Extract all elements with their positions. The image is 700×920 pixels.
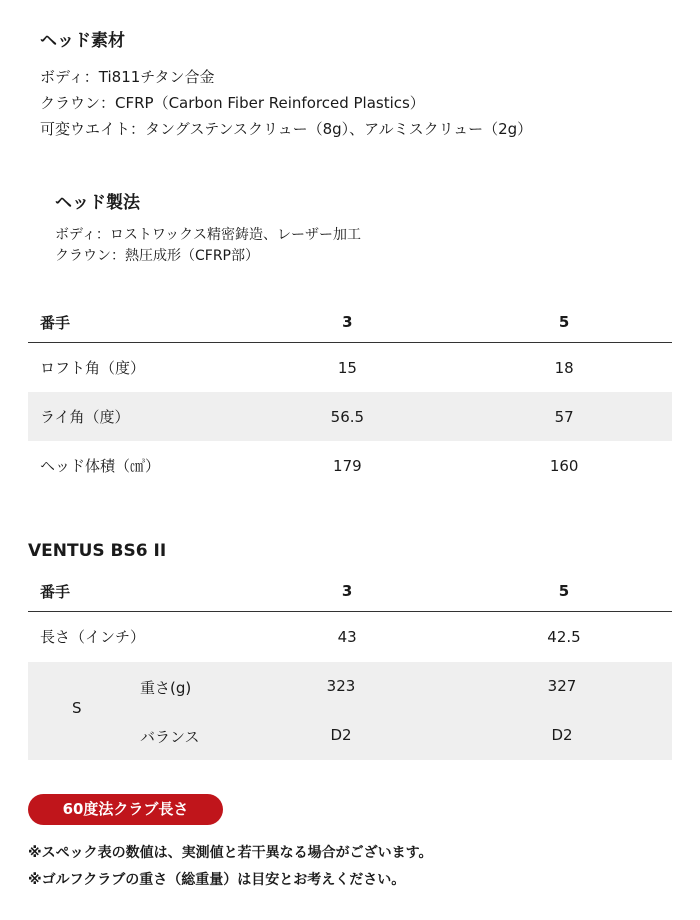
shaft-table-header bbox=[28, 571, 672, 612]
lie-3: 56.5 bbox=[238, 392, 456, 441]
shaft-table-header-label: 番手 bbox=[28, 571, 238, 612]
volume-5: 160 bbox=[549, 456, 579, 475]
length-label: 長さ（インチ） bbox=[40, 628, 146, 646]
shaft-table-header-5: 5 bbox=[456, 571, 672, 612]
head-material-body: ボディ：Ti811チタン合金 bbox=[40, 68, 215, 86]
head-material-list bbox=[40, 64, 532, 142]
head-material-weight: 可変ウエイト：タングステンスクリュー（8g）、アルミスクリュー（2g） bbox=[40, 120, 533, 138]
table-row bbox=[28, 343, 672, 393]
volume-3: 179 bbox=[333, 456, 362, 475]
head-material-title: ヘッド素材 bbox=[40, 31, 125, 51]
shaft-spec-table bbox=[28, 571, 672, 661]
loft-label: ロフト角（度） bbox=[40, 359, 146, 377]
flex-block bbox=[28, 662, 672, 760]
head-spec-table bbox=[28, 302, 672, 490]
weight-3: 323 bbox=[326, 677, 356, 695]
shaft-table-header-3: 3 bbox=[238, 571, 456, 612]
head-method-body: ボディ：ロストワックス精密鋳造、レーザー加工 bbox=[55, 227, 362, 243]
table-row bbox=[28, 441, 672, 490]
head-table-header bbox=[28, 302, 672, 343]
lie-5: 57 bbox=[456, 392, 672, 441]
loft-5: 18 bbox=[554, 358, 574, 377]
balance-5: D2 bbox=[551, 726, 573, 744]
lie-label: ライ角（度） bbox=[28, 392, 238, 441]
volume-label: ヘッド体積（㎤） bbox=[40, 457, 161, 475]
head-method-list bbox=[55, 225, 361, 267]
head-table-header-5: 5 bbox=[456, 302, 672, 343]
weight-label: 重さ(g) bbox=[140, 679, 192, 697]
note-club-weight: ※ゴルフクラブの重さ（総重量）は目安とお考えください。 bbox=[28, 872, 406, 888]
balance-label: バランス bbox=[140, 728, 200, 746]
head-method-title: ヘッド製法 bbox=[55, 193, 140, 213]
head-table-header-3: 3 bbox=[238, 302, 456, 343]
balance-3: D2 bbox=[330, 726, 352, 744]
club-length-badge: 60度法クラブ長さ bbox=[28, 794, 223, 825]
head-material-crown: クラウン：CFRP（Carbon Fiber Reinforced Plastics） bbox=[40, 94, 425, 112]
weight-5: 327 bbox=[547, 677, 577, 695]
loft-3: 15 bbox=[337, 358, 357, 377]
length-3: 43 bbox=[337, 627, 357, 646]
head-method-crown: クラウン：熱圧成形（CFRP部） bbox=[55, 248, 259, 264]
flex-label: S bbox=[72, 699, 82, 717]
length-5: 42.5 bbox=[547, 627, 581, 646]
shaft-title: VENTUS BS6 II bbox=[28, 541, 167, 561]
table-row bbox=[28, 612, 672, 662]
note-spec-values: ※スペック表の数値は、実測値と若干異なる場合がございます。 bbox=[28, 845, 433, 861]
head-table-header-label: 番手 bbox=[28, 302, 238, 343]
table-row bbox=[28, 392, 672, 441]
